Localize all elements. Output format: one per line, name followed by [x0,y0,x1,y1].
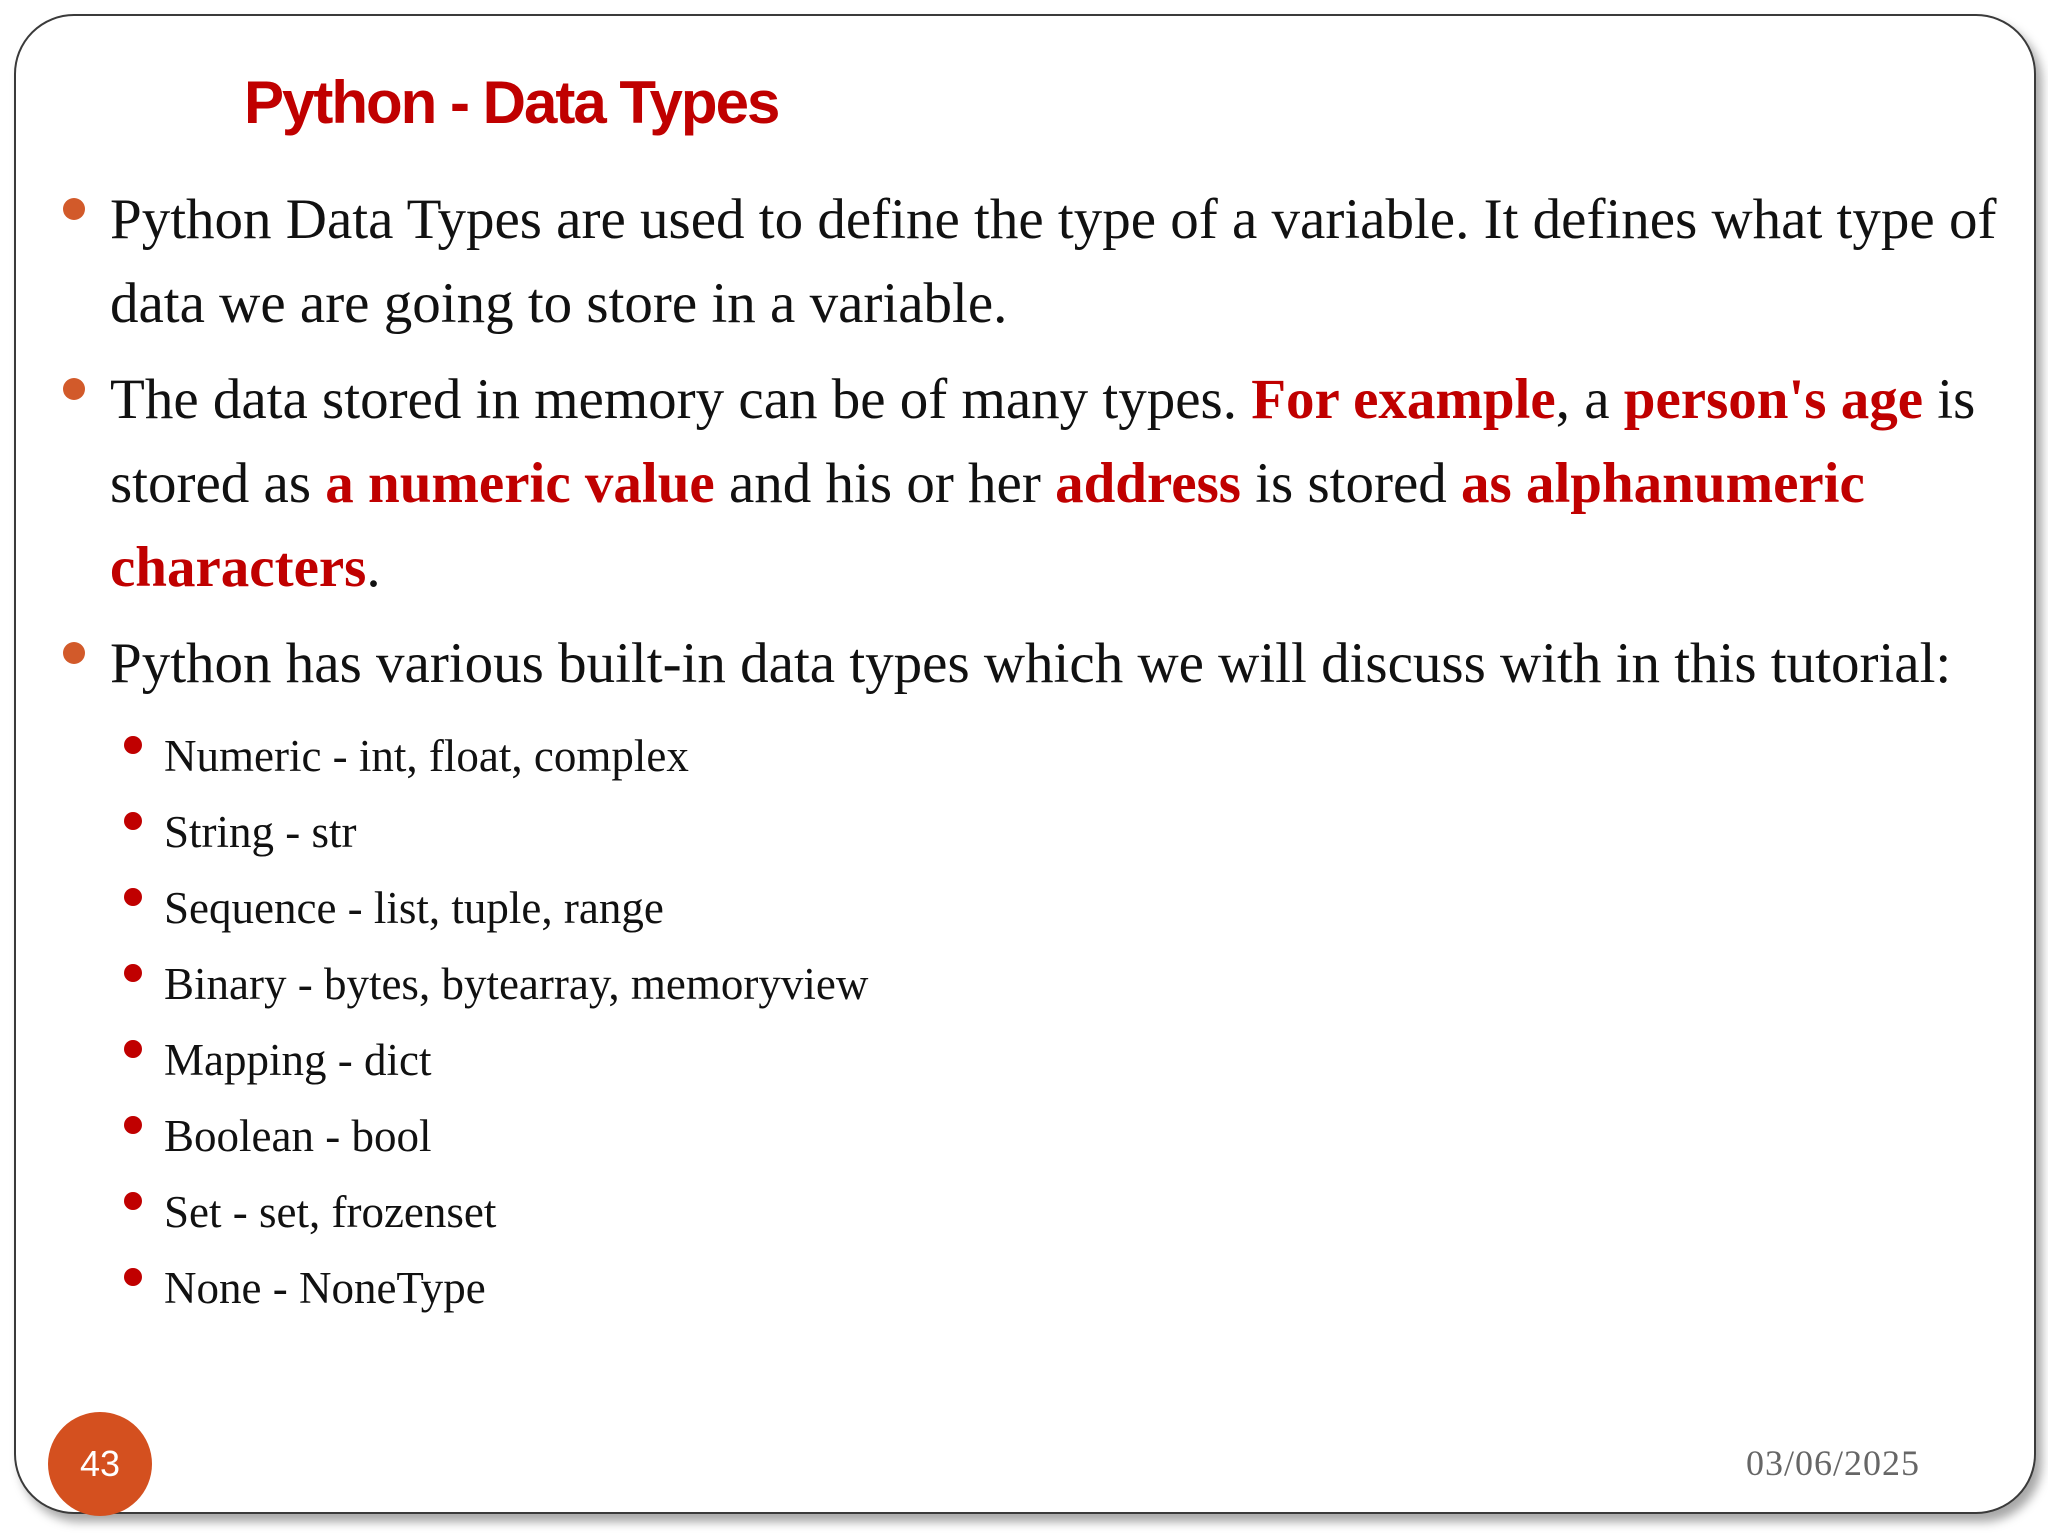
emphasis-text: person's age [1623,368,1924,431]
sub-bullet-item [16,946,2038,1022]
sub-bullet-text: None - NoneType [164,1263,486,1313]
bullet-text: and his or her [714,452,1056,515]
bullet-dot-icon [63,642,85,664]
sub-bullet-item [16,1250,2038,1326]
sub-bullet-dot-icon [124,1040,142,1058]
bullet-text: is stored [1240,452,1462,515]
sub-bullet-item [16,1098,2038,1174]
bullet-text: is stored as [110,368,1976,515]
emphasis-text: For example [1251,368,1556,431]
sub-bullet-dot-icon [124,888,142,906]
sub-bullet-item [16,1174,2038,1250]
emphasis-text: as alphanumeric characters [110,452,1865,599]
sub-bullet-item [16,794,2038,870]
sub-bullet-item [16,718,2038,794]
bullet-text: Python has various built-in data types which we will discuss with in this tutorial: [110,632,1952,695]
emphasis-text: a numeric value [325,452,715,515]
slide-date: 03/06/2025 [1746,1443,1921,1483]
bullet-item [16,622,2038,706]
sub-bullet-dot-icon [124,1268,142,1286]
sub-bullet-text: String - str [164,807,357,857]
sub-bullet-dot-icon [124,964,142,982]
sub-bullet-text: Numeric - int, float, complex [164,731,689,781]
bullet-item [16,178,2038,346]
bullet-text: The data stored in memory can be of many types. [110,368,1252,431]
sub-bullet-item [16,870,2038,946]
bullet-item [16,358,2038,610]
sub-bullet-text: Boolean - bool [164,1111,432,1161]
sub-bullet-text: Sequence - list, tuple, range [164,883,664,933]
page-number-badge: 43 [48,1412,152,1516]
sub-bullet-dot-icon [124,1116,142,1134]
sub-bullet-text: Mapping - dict [164,1035,432,1085]
emphasis-text: address [1055,452,1241,515]
slide-title: Python - Data Types [244,69,779,136]
slide [14,14,2036,1514]
bullet-dot-icon [63,378,85,400]
bullet-text: , a [1555,368,1624,431]
sub-bullet-list [16,718,2038,1326]
sub-bullet-dot-icon [124,736,142,754]
sub-bullet-dot-icon [124,1192,142,1210]
bullet-text: Python Data Types are used to define the type of a variable. It defines what type of data we are going to store in a variable. [110,188,1997,335]
sub-bullet-item [16,1022,2038,1098]
sub-bullet-dot-icon [124,812,142,830]
sub-bullet-text: Binary - bytes, bytearray, memoryview [164,959,869,1009]
bullet-text: . [366,536,381,599]
slide-content [16,178,2038,1326]
bullet-dot-icon [63,198,85,220]
sub-bullet-text: Set - set, frozenset [164,1187,497,1237]
